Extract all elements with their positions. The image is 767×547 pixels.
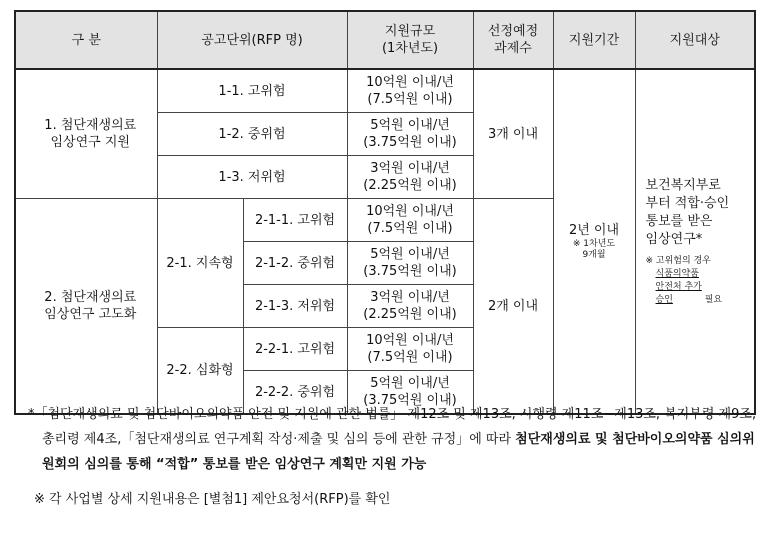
group2-category: 2. 첨단재생의료 임상연구 고도화 bbox=[15, 199, 157, 415]
header-count: 선정예정 과제수 bbox=[473, 11, 553, 69]
target-main: 보건복지부로 부터 적합·승인 통보를 받은 임상연구* bbox=[645, 177, 730, 247]
header-rfp: 공고단위(RFP 명) bbox=[157, 11, 347, 69]
rfp-2-2-2: 2-2-2. 중위험 bbox=[243, 371, 347, 415]
group1-count: 3개 이내 bbox=[473, 69, 553, 199]
header-row bbox=[15, 11, 755, 69]
group2-count: 2개 이내 bbox=[473, 199, 553, 415]
group1-category: 1. 첨단재생의료 임상연구 지원 bbox=[15, 69, 157, 199]
period-main: 2년 이내 bbox=[568, 223, 620, 238]
budget-2-1-2: 5억원 이내/년 (3.75억원 이내) bbox=[347, 242, 473, 285]
budget-2-2-2: 5억원 이내/년 (3.75억원 이내) bbox=[347, 371, 473, 415]
rfp-table bbox=[14, 10, 756, 415]
header-target: 지원대상 bbox=[635, 11, 755, 69]
table-row bbox=[15, 69, 755, 113]
budget-1-1: 10억원 이내/년 (7.5억원 이내) bbox=[347, 69, 473, 113]
budget-1-3: 3억원 이내/년 (2.25억원 이내) bbox=[347, 156, 473, 199]
budget-2-1-3: 3억원 이내/년 (2.25억원 이내) bbox=[347, 285, 473, 328]
rfp-2-1-1: 2-1-1. 고위험 bbox=[243, 199, 347, 242]
rfp-1-3: 1-3. 저위험 bbox=[157, 156, 347, 199]
header-budget: 지원규모 (1차년도) bbox=[347, 11, 473, 69]
footnote-legal-bold: 첨단재생의료 및 첨단바이오의약품 심의위원회의 심의를 통해 “적합” 통보를 받은 임상연구 계획만 지원 가능 bbox=[42, 432, 755, 472]
rfp-2-1-2: 2-1-2. 중위험 bbox=[243, 242, 347, 285]
header-category: 구 분 bbox=[15, 11, 157, 69]
footnotes bbox=[28, 402, 758, 512]
budget-1-2: 5억원 이내/년 (3.75억원 이내) bbox=[347, 113, 473, 156]
budget-2-2-1: 10억원 이내/년 (7.5억원 이내) bbox=[347, 328, 473, 371]
group2-sub2: 2-2. 심화형 bbox=[157, 328, 243, 415]
footnote-rfp: ※ 각 사업별 상세 지원내용은 [별첨1] 제안요청서(RFP)를 확인 bbox=[34, 492, 391, 507]
period-cell bbox=[553, 69, 635, 414]
rfp-2-1-3: 2-1-3. 저위험 bbox=[243, 285, 347, 328]
rfp-2-2-1: 2-2-1. 고위험 bbox=[243, 328, 347, 371]
budget-2-1-1: 10억원 이내/년 (7.5억원 이내) bbox=[347, 199, 473, 242]
period-sub: ※ 1차년도 9개월 bbox=[572, 239, 616, 260]
target-cell bbox=[635, 69, 755, 414]
target-note-suffix: 필요 bbox=[701, 294, 723, 305]
target-note bbox=[646, 255, 755, 307]
header-period: 지원기간 bbox=[553, 11, 635, 69]
rfp-1-2: 1-2. 중위험 bbox=[157, 113, 347, 156]
target-note-prefix: ※ 고위험의 경우 bbox=[645, 255, 711, 266]
target-note-link: 식품의약품 안전처 추가 승인 bbox=[655, 268, 702, 305]
group2-sub1: 2-1. 지속형 bbox=[157, 199, 243, 328]
footnote-legal bbox=[28, 402, 758, 477]
footnote-legal-text: *「첨단재생의료 및 첨단바이오의약품 안전 및 지원에 관한 법률」 제12조 및 제13조, 시행령 제11조~제13조, 복지부령 제9조, 총리령 제4조,「첨단재생의료 연구계획 작성·제출 및 심의 등에 관한 규정」에 따라 bbox=[28, 407, 757, 447]
rfp-1-1: 1-1. 고위험 bbox=[157, 69, 347, 113]
